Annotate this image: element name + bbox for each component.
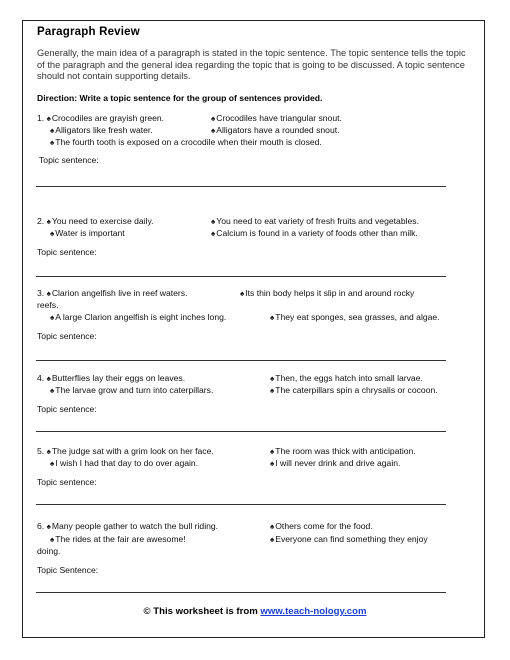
- sentence: Many people gather to watch the bull riding.: [51, 521, 219, 531]
- bullet-icon: ♠: [50, 313, 55, 322]
- item-2-line-1: [37, 216, 154, 226]
- item-6-col-2: [270, 521, 373, 531]
- sentence: The fourth tooth is exposed on a crocodile when their mouth is closed.: [55, 137, 322, 147]
- answer-line[interactable]: [36, 431, 446, 432]
- topic-sentence-label: Topic Sentence:: [37, 565, 99, 575]
- item-1-line-3: [50, 137, 322, 147]
- bullet-icon: ♠: [211, 229, 216, 238]
- answer-line[interactable]: [36, 504, 446, 505]
- bullet-icon: ♠: [50, 138, 55, 147]
- item-6-line-2: [50, 534, 186, 544]
- item-1-col-2: [211, 113, 342, 123]
- answer-line[interactable]: [36, 276, 446, 277]
- sentence: They eat sponges, sea grasses, and algae.: [275, 312, 440, 322]
- item-6-line-1: [37, 521, 218, 531]
- bullet-icon: ♠: [46, 289, 51, 298]
- item-3-line-2: [50, 312, 226, 322]
- sentence: A large Clarion angelfish is eight inches long.: [55, 312, 227, 322]
- item-6-wrap: doing.: [37, 546, 61, 556]
- topic-sentence-label: Topic sentence:: [37, 477, 97, 487]
- sentence: Then, the eggs hatch into small larvae.: [275, 373, 423, 383]
- bullet-icon: ♠: [270, 535, 275, 544]
- sentence: Alligators like fresh water.: [55, 125, 153, 135]
- bullet-icon: ♠: [50, 126, 55, 135]
- sentence: Calcium is found in a variety of foods other than milk.: [216, 228, 418, 238]
- item-3-wrap: reefs.: [37, 300, 59, 310]
- sentence: The judge sat with a grim look on her face.: [51, 446, 214, 456]
- intro-paragraph: Generally, the main idea of a paragraph is stated in the topic sentence. The topic sentence tells the topic of the paragraph and the general idea regarding the topic that is going to be discussed. A topic sentence should not contain supporting details.: [37, 48, 466, 82]
- bullet-icon: ♠: [50, 386, 55, 395]
- topic-sentence-label: Topic sentence:: [39, 155, 99, 165]
- sentence: I wish I had that day to do over again.: [55, 458, 199, 468]
- bullet-icon: ♠: [270, 459, 275, 468]
- item-3-line-1: [37, 288, 187, 298]
- bullet-icon: ♠: [270, 522, 275, 531]
- sentence: Crocodiles have triangular snout.: [216, 113, 342, 123]
- direction-text: Direction: Write a topic sentence for the group of sentences provided.: [37, 93, 323, 103]
- item-1-col-2b: [211, 125, 340, 135]
- sentence: Crocodiles are grayish green.: [51, 113, 165, 123]
- footer-link[interactable]: www.teach-nology.com: [260, 606, 367, 617]
- bullet-icon: ♠: [50, 459, 55, 468]
- item-4-col-2: [270, 373, 423, 383]
- item-3-col-2b: [270, 312, 440, 322]
- bullet-icon: ♠: [211, 217, 216, 226]
- item-2-col-2b: [211, 228, 418, 238]
- sentence: The rides at the fair are awesome!: [55, 534, 186, 544]
- bullet-icon: ♠: [211, 126, 216, 135]
- sentence: The caterpillars spin a chrysalis or cocoon.: [275, 385, 438, 395]
- topic-sentence-label: Topic sentence:: [37, 404, 97, 414]
- item-5-line-1: [37, 446, 214, 456]
- item-1-line-2: [50, 125, 153, 135]
- footer-prefix: © This worksheet is from: [143, 606, 261, 617]
- answer-line[interactable]: [36, 360, 446, 361]
- bullet-icon: ♠: [46, 114, 51, 123]
- page-title: Paragraph Review: [37, 26, 140, 38]
- item-4-line-2: [50, 385, 213, 395]
- bullet-icon: ♠: [240, 289, 245, 298]
- item-4-line-1: [37, 373, 185, 383]
- sentence: Alligators have a rounded snout.: [216, 125, 340, 135]
- item-6-col-2b: [270, 534, 428, 544]
- bullet-icon: ♠: [270, 374, 275, 383]
- bullet-icon: ♠: [46, 217, 51, 226]
- topic-sentence-label: Topic sentence:: [37, 247, 97, 257]
- sentence: Others come for the food.: [275, 521, 373, 531]
- item-5-col-2b: [270, 458, 400, 468]
- sentence: I will never drink and drive again.: [275, 458, 401, 468]
- sentence: Clarion angelfish live in reef waters.: [51, 288, 188, 298]
- item-number: 2.: [37, 216, 45, 226]
- bullet-icon: ♠: [270, 313, 275, 322]
- item-5-col-2: [270, 446, 416, 456]
- item-number: 5.: [37, 446, 45, 456]
- sentence: You need to exercise daily.: [51, 216, 154, 226]
- bullet-icon: ♠: [270, 447, 275, 456]
- sentence: You need to eat variety of fresh fruits and vegetables.: [216, 216, 419, 226]
- bullet-icon: ♠: [46, 522, 51, 531]
- item-1-line-1: [37, 113, 164, 123]
- topic-sentence-label: Topic sentence:: [37, 331, 97, 341]
- sentence: The room was thick with anticipation.: [275, 446, 416, 456]
- bullet-icon: ♠: [270, 386, 275, 395]
- sentence: Everyone can find something they enjoy: [275, 534, 428, 544]
- sentence: Butterflies lay their eggs on leaves.: [51, 373, 186, 383]
- item-3-col-2: [240, 288, 414, 298]
- footer-credit: [0, 606, 510, 617]
- item-number: 6.: [37, 521, 45, 531]
- answer-line[interactable]: [36, 186, 446, 187]
- item-2-col-2: [211, 216, 419, 226]
- bullet-icon: ♠: [50, 535, 55, 544]
- item-number: 1.: [37, 113, 45, 123]
- bullet-icon: ♠: [211, 114, 216, 123]
- item-5-line-2: [50, 458, 198, 468]
- item-2-line-2: [50, 228, 125, 238]
- sentence: The larvae grow and turn into caterpillars.: [55, 385, 214, 395]
- item-number: 4.: [37, 373, 45, 383]
- bullet-icon: ♠: [50, 229, 55, 238]
- item-number: 3.: [37, 288, 45, 298]
- bullet-icon: ♠: [46, 374, 51, 383]
- bullet-icon: ♠: [46, 447, 51, 456]
- sentence: Its thin body helps it slip in and around rocky: [245, 288, 415, 298]
- answer-line[interactable]: [36, 592, 446, 593]
- item-4-col-2b: [270, 385, 438, 395]
- sentence: Water is important: [55, 228, 125, 238]
